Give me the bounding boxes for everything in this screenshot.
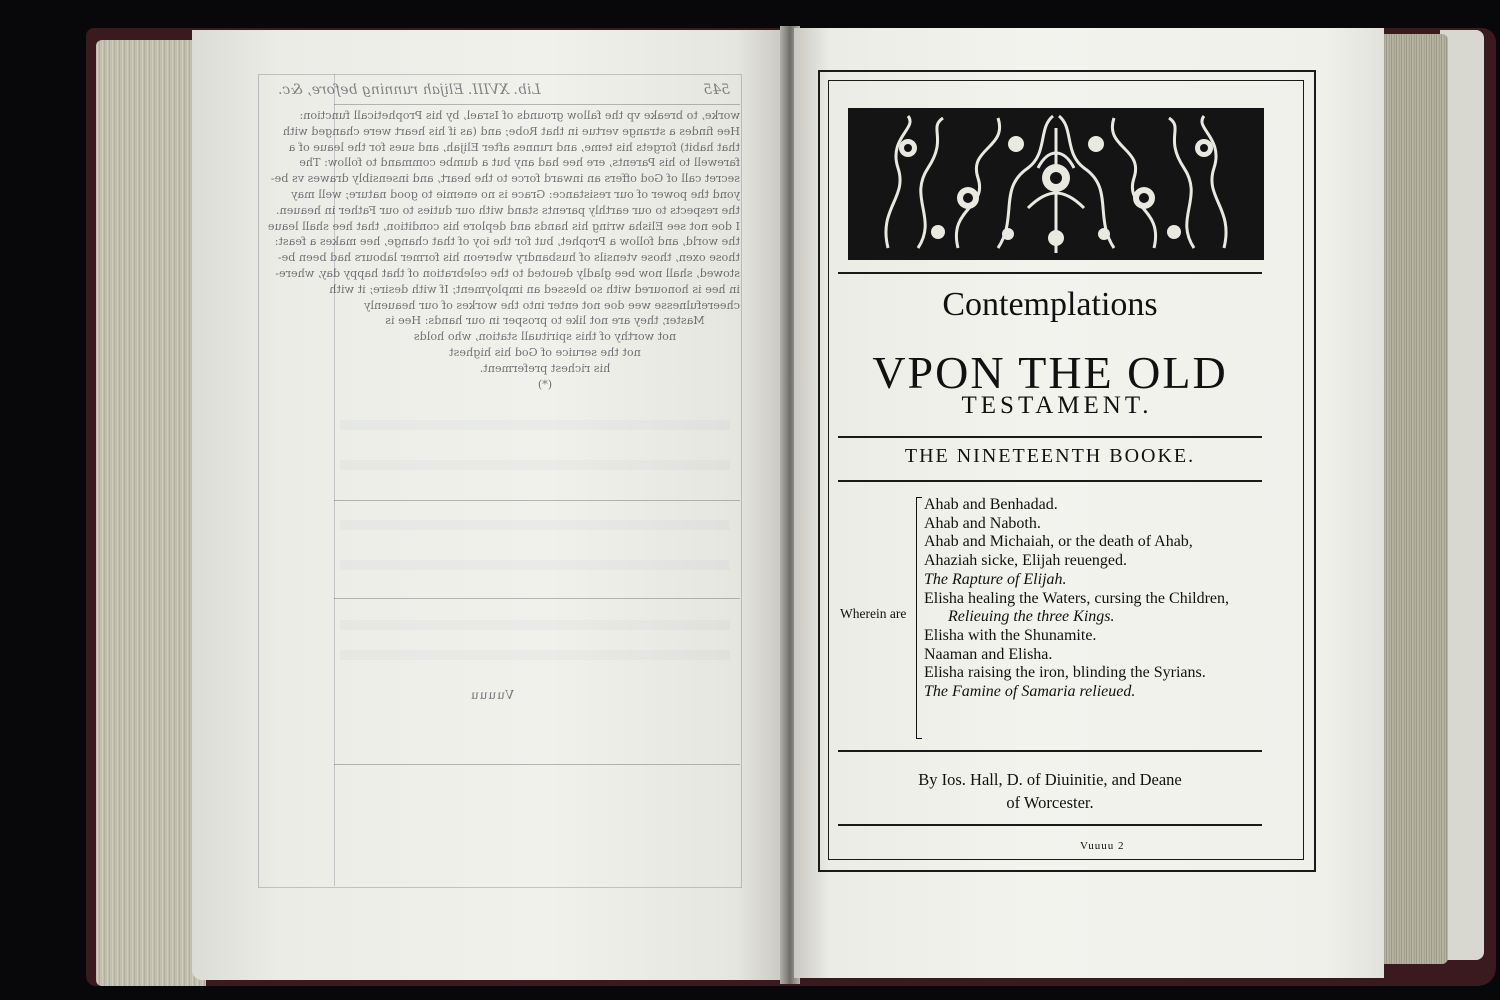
right-page-signature: Vuuuu 2 [1080, 840, 1125, 852]
author-line: of Worcester. [1006, 793, 1094, 812]
body-line: cheerefulnesse wee doe not enter into the workes of our heauenly [364, 298, 740, 312]
contents-item: Naaman and Elisha. [924, 645, 1053, 663]
body-line: stowed, shall now bee gladly deuoted to the celebration of that happy day, where- [275, 266, 740, 280]
author-credit [838, 768, 1262, 814]
book-heading: THE NINETEENTH BOOKE. [904, 445, 1196, 467]
title-upon-the-old: VPON THE OLD [872, 347, 1228, 398]
body-line: in hee is honoured with so blessed an imployment; If with desire; it with [329, 282, 740, 296]
contents-item: The Famine of Samaria relieued. [924, 683, 1136, 701]
contents-item: Ahab and Michaiah, or the death of Ahab, [924, 533, 1193, 551]
closing-mark: (*) [537, 377, 553, 391]
title-rule [838, 750, 1262, 752]
title-contemplations: Contemplations [942, 286, 1158, 323]
show-through-ghost [340, 620, 730, 630]
contents-bracket [916, 497, 922, 739]
left-page-body [267, 108, 740, 392]
contents-item: Ahab and Benhadad. [924, 496, 1058, 513]
left-page-header-title: Lib. XVIII. Elijah running before, &c. [278, 82, 541, 98]
body-line: the world, and follow a Prophet, but for the ioy of that change, hee makes a feast: [274, 235, 740, 249]
body-line: Hee findes a strange vertue in that Robe; and (as if his heart were changed with [282, 124, 740, 138]
contents-item: Elisha raising the iron, blinding the Syrians. [924, 664, 1206, 682]
left-page-rule [334, 764, 740, 765]
left-page-rule [334, 598, 740, 599]
woodcut-headpiece-art [848, 108, 1264, 260]
wherein-label: Wherein are [840, 606, 907, 621]
body-line: farewell to his Parents, ere hee had any but a dumbe command to follow: The [299, 156, 740, 170]
contents-item: The Rapture of Elijah. [924, 570, 1067, 588]
body-line: secret call of God offers an inward force to the heart, and insensibly drawes vs be- [270, 172, 740, 186]
contents-item: Elisha healing the Waters, cursing the Children, [924, 589, 1230, 607]
title-rule [838, 824, 1262, 826]
left-page-header-rule [334, 104, 740, 105]
left-page-rule [334, 500, 740, 501]
page-edges-right [1376, 34, 1448, 964]
body-line: yond the power of our resistance: Grace is no enemie to good nature; well may [291, 187, 740, 201]
body-line: worke, to breake vp the fallow grounds of Israel, by his Propheticall function: [299, 109, 740, 122]
body-line: those oxen, those vtensils of husbandry whereon his former labours had been be- [277, 251, 740, 265]
closing-line: not the seruice of God his highest [449, 345, 641, 359]
contents-item: Ahaziah sicke, Elijah reuenged. [924, 552, 1128, 570]
author-line: By Ios. Hall, D. of Diuinitie, and Deane [918, 770, 1182, 789]
contents-item: Elisha with the Shunamite. [924, 626, 1097, 644]
show-through-ghost [340, 420, 730, 430]
show-through-ghost [340, 520, 730, 530]
woodcut-headpiece [848, 108, 1264, 260]
contents-item: Ahab and Naboth. [924, 514, 1041, 532]
body-line: that habit) forgets his teme, and runnes after Elijah, and sues for the leaue of a [288, 140, 740, 154]
show-through-ghost [340, 560, 730, 570]
closing-line: his richest preferment. [479, 361, 611, 375]
left-page-signature: Vuuuu [470, 688, 514, 702]
show-through-ghost [340, 650, 730, 660]
closing-line: not worthy of this spirituall station, who holds [413, 330, 677, 344]
title-rule [838, 272, 1262, 274]
body-line: the respects to our earthly parents stand with our duties to our Father in heauen. [275, 203, 740, 217]
body-line: I doe not see Elisha wring his hands and deplore his condition, that hee shall leaue [267, 219, 740, 233]
left-page-running-header [258, 80, 740, 104]
title-rule [838, 480, 1262, 482]
title-rule [838, 436, 1262, 438]
left-page-number: 545 [703, 82, 730, 98]
closing-line: Master, they are not like to prosper in our hands: Hee is [385, 314, 705, 328]
title-testament: TESTAMENT. [961, 392, 1153, 419]
contents-list [924, 496, 1229, 702]
show-through-ghost [340, 460, 730, 470]
contents-item: Relieuing the three Kings. [948, 608, 1115, 626]
page-edges-left [96, 40, 206, 986]
